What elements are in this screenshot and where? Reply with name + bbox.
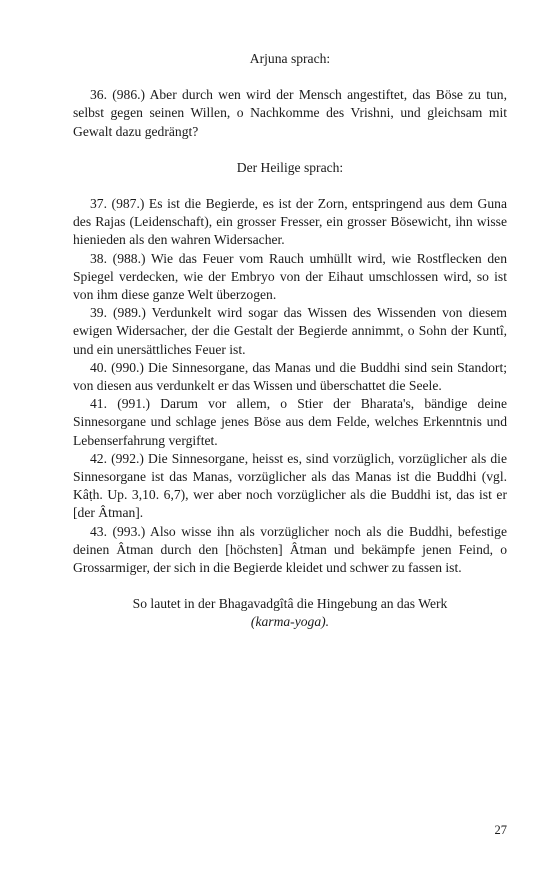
verse-paragraph-40: 40. (990.) Die Sinnesorgane, das Manas und die Buddhi sind sein Standort; von diesen aus verdunkelt er das Wissen und überschattet die Seele. [73, 359, 507, 394]
verse-paragraph-36: 36. (986.) Aber durch wen wird der Mensch angestiftet, das Böse zu tun, selbst gegen seinen Willen, o Nachkomme des Vrishni, und gleichsam mit Gewalt dazu gedrängt? [73, 87, 507, 139]
page-body [73, 50, 507, 632]
verse-paragraph-38: 38. (988.) Wie das Feuer vom Rauch umhüllt wird, wie Rostflecken den Spiegel verdecken, wie der Embryo von der Eihaut umschlossen wird, so ist von ihm diese ganze Welt überzogen. [73, 250, 507, 303]
speaker-heading-arjuna: Arjuna sprach: [249, 51, 331, 66]
verse-paragraph-37: 37. (987.) Es ist die Begierde, es ist der Zorn, entspringend aus dem Guna des Rajas (Leidenschaft), ein grosser Fresser, ein grosser Bösewicht, ihn wisse hienieden als den wahren Widersacher. [73, 196, 507, 248]
speaker-heading-holy-one: Der Heilige sprach: [236, 159, 344, 175]
colophon-line: So lautet in der Bhagavadgîtâ die Hingebung an das Werk [132, 596, 448, 612]
chapter-colophon [73, 595, 507, 631]
verse-paragraph-41: 41. (991.) Darum vor allem, o Stier der Bharata's, bändige deine Sinnesorgane und schlage jenes Böse aus dem Felde, welches Erkenntnis und Lebenserfahrung vergiftet. [73, 396, 507, 448]
verse-paragraph-39: 39. (989.) Verdunkelt wird sogar das Wissen des Wissenden von diesem ewigen Widersacher, der die Gestalt der Begierde annimmt, o Sohn der Kuntî, und ein unersättliches Feuer ist. [73, 305, 507, 357]
page-number: 27 [494, 823, 507, 837]
colophon-term-karma-yoga: (karma-yoga). [250, 614, 330, 630]
verse-paragraph-43: 43. (993.) Also wisse ihn als vorzüglicher noch als die Buddhi, befestige deinen Âtman durch den [höchsten] Âtman und bekämpfe jenen Feind, o Grossarmiger, der sich in die Begierde kleidet und schwer zu fassen ist. [73, 523, 507, 576]
verse-paragraph-42: 42. (992.) Die Sinnesorgane, heisst es, sind vorzüglich, vorzüglicher als die Sinnesorgane ist das Manas, vorzüglicher als das Manas ist die Buddhi (vgl. Kâṭh. Up. 3,10. 6,7), wer aber noch vorzüglicher als die Buddhi ist, das ist er [der Âtman]. [73, 450, 507, 521]
